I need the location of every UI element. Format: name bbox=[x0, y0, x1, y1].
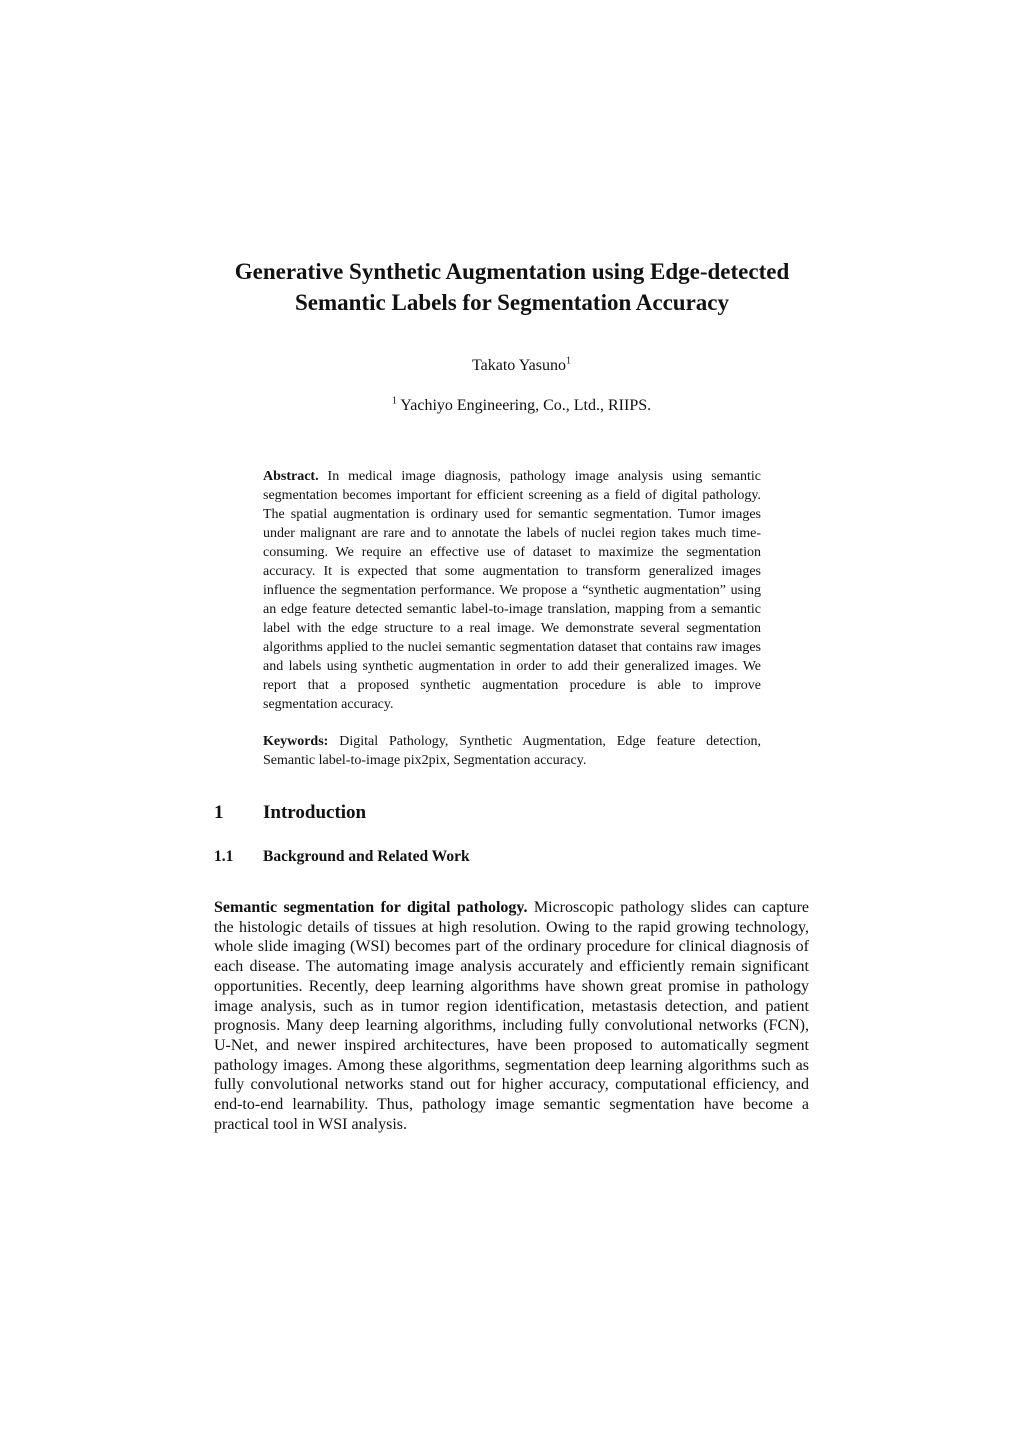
body-paragraph bbox=[214, 898, 809, 1134]
keywords-text: Digital Pathology, Synthetic Augmentation, Edge feature detection, Semantic label-to-image pix2pix, Segmentation accuracy. bbox=[263, 734, 761, 768]
paragraph-text: Microscopic pathology slides can capture the histologic details of tissues at high resolution. Owing to the rapid growing technology, whole slide imaging (WSI) becomes part of the ordinary procedure for clinical diagnosis of each disease. The automating image analysis accurately and efficiently remain significant opportunities. Recently, deep learning algorithms have shown great promise in pathology image analysis, such as in tumor region identification, metastasis detection, and patient prognosis. Many deep learning algorithms, including fully convolutional networks (FCN), U-Net, and newer inspired architectures, have been proposed to automatically segment pathology images. Among these algorithms, segmentation deep learning algorithms such as fully convolutional networks stand out for higher accuracy, computational efficiency, and end-to-end learnability. Thus, pathology image semantic segmentation have become a practical tool in WSI analysis. bbox=[214, 899, 809, 1133]
author-name: Takato Yasuno bbox=[472, 357, 566, 374]
abstract-text: In medical image diagnosis, pathology image analysis using semantic segmentation becomes important for efficient screening as a field of digital pathology. The spatial augmentation is ordinary used for semantic segmentation. Tumor images under malignant are rare and to annotate the labels of nuclei region takes much time-consuming. We require an effective use of dataset to maximize the segmentation accuracy. It is expected that some augmentation to transform generalized images influence the segmentation performance. We propose a “synthetic augmentation” using an edge feature detected semantic label-to-image translation, mapping from a semantic label with the edge structure to a real image. We demonstrate several segmentation algorithms applied to the nuclei semantic segmentation dataset that contains raw images and labels using synthetic augmentation in order to add their generalized images. We report that a proposed synthetic augmentation procedure is able to improve segmentation accuracy. bbox=[263, 469, 761, 712]
author-affiliation-marker: 1 bbox=[566, 355, 571, 367]
subsection-heading bbox=[214, 848, 470, 866]
subsection-title: Background and Related Work bbox=[263, 848, 470, 865]
paper-title bbox=[150, 256, 874, 318]
title-line-1: Generative Synthetic Augmentation using Edge-detected bbox=[234, 259, 790, 284]
keywords-label: Keywords: bbox=[263, 734, 329, 749]
affiliation-line bbox=[0, 396, 1024, 416]
section-heading bbox=[214, 802, 366, 824]
affiliation-text: Yachiyo Engineering, Co., Ltd., RIIPS. bbox=[400, 397, 652, 414]
subsection-number: 1.1 bbox=[214, 848, 234, 865]
keywords bbox=[263, 732, 761, 770]
title-line-2: Semantic Labels for Segmentation Accuracy bbox=[295, 290, 729, 315]
paragraph-run-head: Semantic segmentation for digital pathology. bbox=[214, 899, 528, 916]
affiliation-marker: 1 bbox=[391, 395, 397, 407]
section-title: Introduction bbox=[263, 802, 367, 823]
author-line bbox=[0, 356, 1024, 376]
abstract-label: Abstract. bbox=[263, 469, 319, 484]
section-number: 1 bbox=[214, 802, 224, 823]
abstract bbox=[263, 467, 761, 714]
